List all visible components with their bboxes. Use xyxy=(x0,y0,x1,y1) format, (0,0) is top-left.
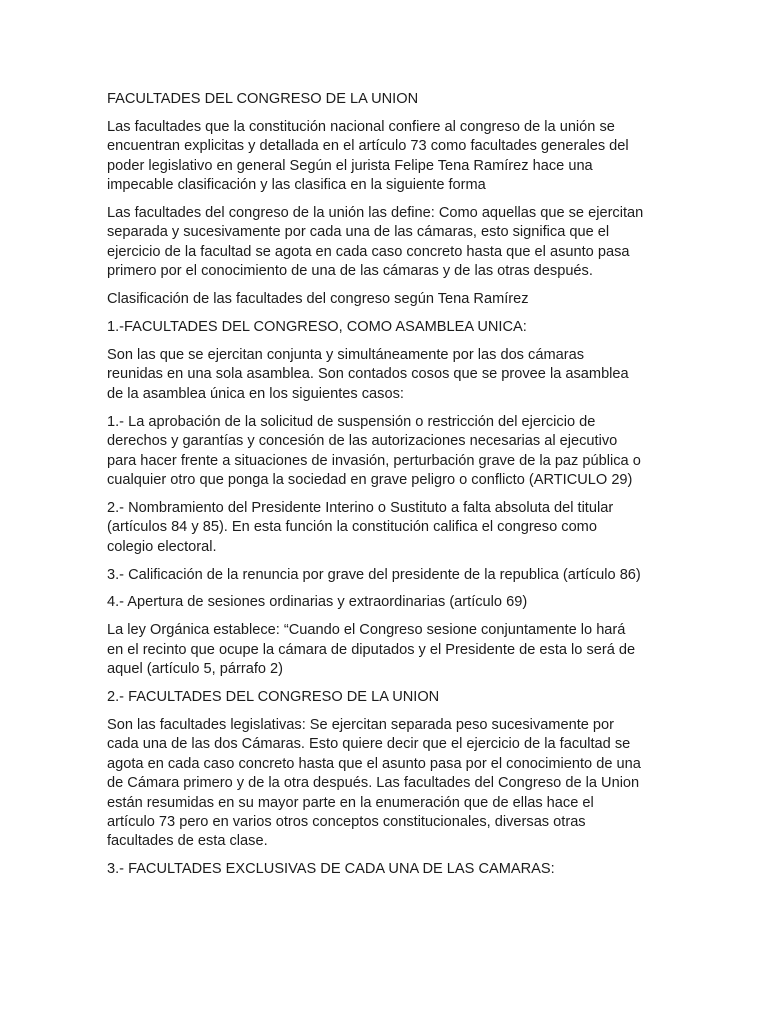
section-heading-congreso-union: 2.- FACULTADES DEL CONGRESO DE LA UNION xyxy=(107,689,440,706)
document-title: FACULTADES DEL CONGRESO DE LA UNION xyxy=(107,91,419,107)
list-item-4: 4.- Apertura de sesiones ordinarias y extraordinarias (artículo 69) xyxy=(107,594,528,611)
list-item-2: 2.- Nombramiento del Presidente Interino o Sustituto a falta absoluta del titular (artículos 84 y 85). En esta función la constitución califica el congreso como colegio electoral. xyxy=(107,499,614,555)
paragraph-intro: Las facultades que la constitución nacional confiere al congreso de la unión se encuentran explicitas y detallada en el artículo 73 como facultades generales del poder legislativo en general Según el jurista Felipe Tena Ramírez hace una impecable clasificación y las clasifica en la siguiente forma xyxy=(107,118,629,194)
paragraph-asamblea-unica: Son las que se ejercitan conjunta y simultáneamente por las dos cámaras reunidas en una sola asamblea. Son contados cosos que se provee la asamblea de la asamblea única en los siguientes casos: xyxy=(107,346,629,402)
paragraph-facultades-legislativas: Son las facultades legislativas: Se ejercitan separada peso sucesivamente por cada una de las dos Cámaras. Esto quiere decir que el ejercicio de la facultad se agota en cada caso concreto hasta que el asunto pasa por el conocimiento de una de Cámara primero y de la otra después. Las facultades del Congreso de la Union están resumidas en su mayor parte en la enumeración que de ellas hace el artículo 73 pero en varios otros conceptos constitucionales, diversas otras facultades de esta clase. xyxy=(107,716,641,850)
section-heading-asamblea-unica: 1.-FACULTADES DEL CONGRESO, COMO ASAMBLEA UNICA: xyxy=(107,319,527,336)
paragraph-ley-organica: La ley Orgánica establece: “Cuando el Congreso sesione conjuntamente lo hará en el recinto que ocupe la cámara de diputados y el Presidente de esta lo será de aquel (artículo 5, párrafo 2) xyxy=(107,622,636,678)
list-item-3: 3.- Calificación de la renuncia por grave del presidente de la republica (artículo 86) xyxy=(107,566,641,583)
paragraph-definition: Las facultades del congreso de la unión las define: Como aquellas que se ejercitan separada y sucesivamente por cada una de las cámaras, esto significa que el ejercicio de la facultad se agota en cada caso concreto hasta que el asunto pasa primero por el conocimiento de una de las cámaras y de las otras después. xyxy=(107,205,644,280)
paragraph-classification-intro: Clasificación de las facultades del congreso según Tena Ramírez xyxy=(107,291,529,308)
section-heading-facultades-exclusivas: 3.- FACULTADES EXCLUSIVAS DE CADA UNA DE LAS CAMARAS: xyxy=(107,861,555,878)
document-body xyxy=(107,90,662,888)
list-item-1: 1.- La aprobación de la solicitud de suspensión o restricción del ejercicio de derechos y garantías y concesión de las autorizaciones necesarias al ejecutivo para hacer frente a situaciones de invasión, perturbación grave de la paz pública o cualquier otro que ponga la sociedad en grave peligro o conflicto (ARTICULO 29) xyxy=(107,413,641,488)
